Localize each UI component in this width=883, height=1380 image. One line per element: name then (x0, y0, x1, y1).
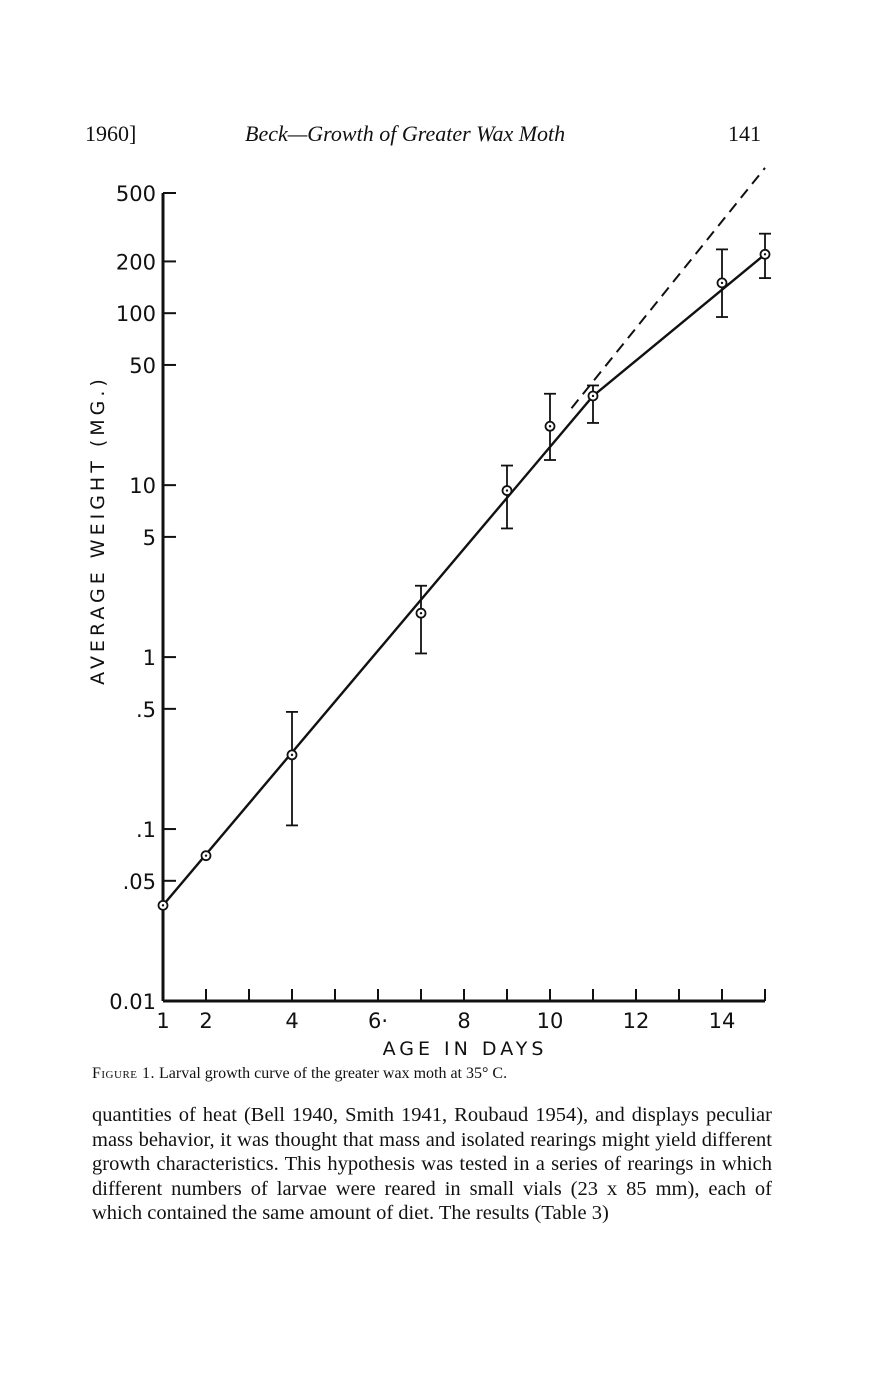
y-tick-label: .1 (135, 818, 156, 843)
x-tick-label: 14 (708, 1009, 736, 1033)
data-point-center (291, 754, 293, 756)
y-axis-title: AVERAGE WEIGHT (MG.) (87, 375, 109, 685)
figure-label: Figure 1. (92, 1065, 156, 1082)
x-tick-label: 8 (457, 1009, 471, 1033)
y-tick-label: 200 (115, 250, 156, 275)
data-series (159, 168, 772, 910)
x-tick-label: 12 (622, 1009, 650, 1033)
x-tick-label: 4 (285, 1009, 299, 1033)
journal-year: 1960] (85, 121, 137, 146)
y-tick-label: 0.01 (109, 990, 156, 1014)
data-point-center (721, 282, 723, 284)
data-point-center (506, 489, 508, 491)
data-point-center (420, 612, 422, 614)
y-tick-label: 10 (129, 474, 156, 499)
x-tick-label: 6· (367, 1009, 389, 1033)
y-tick-label: .5 (135, 697, 156, 722)
x-axis-title: AGE IN DAYS (382, 1038, 548, 1060)
x-axis-ticks (156, 989, 765, 1033)
growth-curve-line (163, 254, 765, 905)
data-point-center (162, 904, 164, 906)
x-tick-label: 1 (156, 1009, 170, 1033)
data-point-center (549, 425, 551, 427)
y-tick-label: 5 (142, 525, 156, 550)
data-point-center (764, 253, 766, 255)
paragraph-text: quantities of heat (Bell 1940, Smith 1941, Roubaud 1954), and displays peculiar mass behavior, it was thought that mass and isolated rearings might yield different growth characteristics. This hypothesis was tested in a series of rearings in which different numbers of larvae were reared in small vials (23 x 85 mm), each of which contained the same amount of diet. The results (Table 3) (92, 1104, 772, 1224)
y-tick-label: 500 (115, 182, 156, 206)
figure-caption-text: Larval growth curve of the greater wax moth at 35° C. (159, 1065, 508, 1082)
y-tick-label: 1 (142, 646, 156, 671)
data-point-center (592, 395, 594, 397)
body-paragraph (92, 1103, 772, 1226)
y-axis-ticks (109, 182, 176, 1014)
data-point-center (205, 854, 207, 856)
y-tick-label: .05 (122, 869, 156, 894)
chart-axes (163, 193, 765, 1001)
y-tick-label: 50 (129, 353, 156, 378)
x-tick-label: 10 (536, 1009, 564, 1033)
extrapolation-line (572, 168, 766, 408)
x-tick-label: 2 (199, 1009, 213, 1033)
page-number: 141 (728, 121, 761, 146)
figure-caption (92, 1065, 507, 1083)
article-title: Beck—Growth of Greater Wax Moth (245, 121, 566, 146)
y-tick-label: 100 (115, 302, 156, 327)
